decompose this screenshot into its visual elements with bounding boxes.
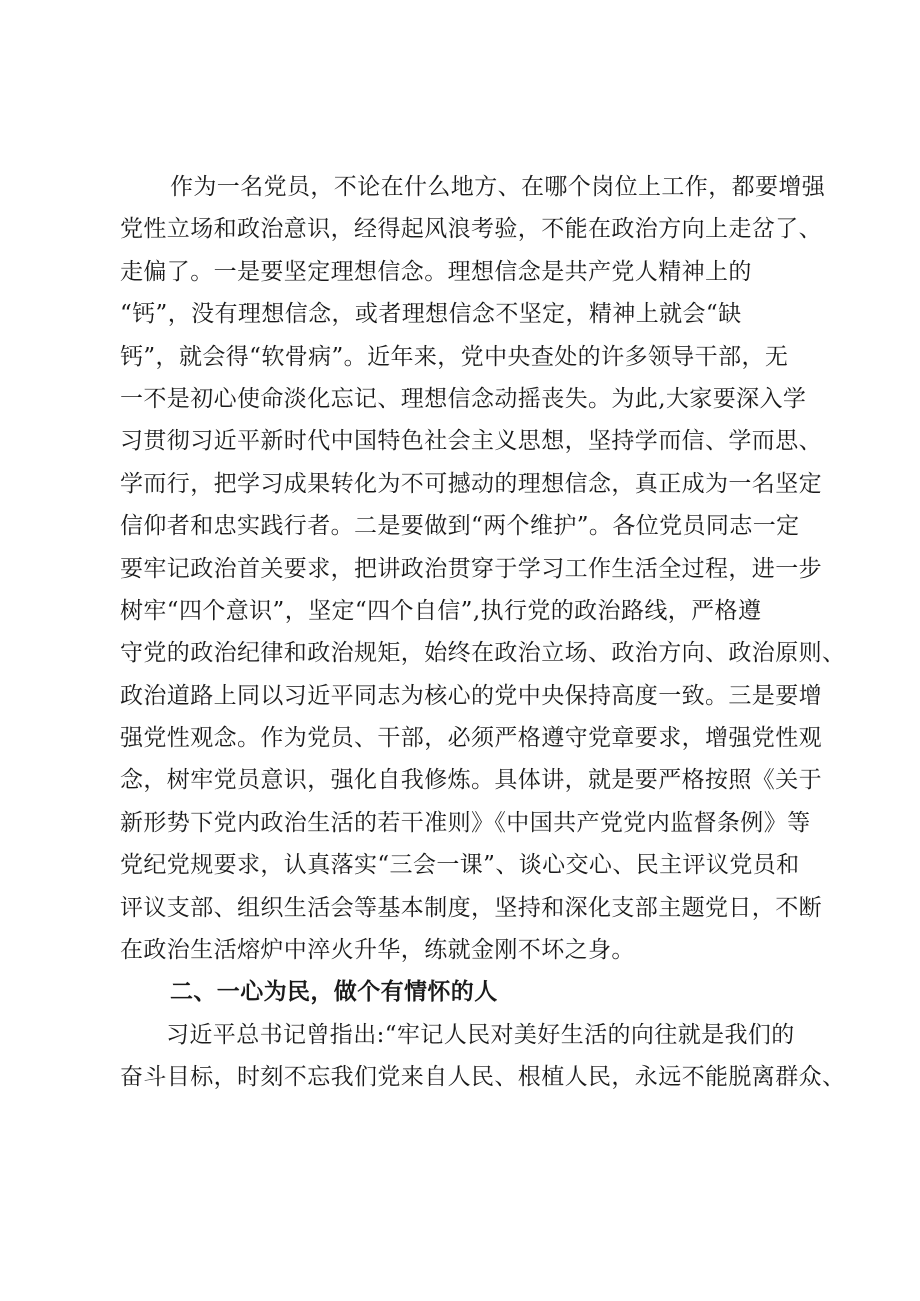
paragraph-line: 习近平总书记曾指出:“牢记人民对美好生活的向往就是我们的 (166, 1021, 795, 1048)
paragraph-line: 要牢记政治首关要求，把讲政治贯穿于学习工作生活全过程，进一步 (120, 555, 822, 582)
paragraph-line: 念，树牢党员意识，强化自我修炼。具体讲，就是要严格按照《关于 (120, 767, 822, 794)
paragraph-line: 政治道路上同以习近平同志为核心的党中央保持高度一致。三是要增 (120, 682, 822, 709)
paragraph-line: 钙”，就会得“软骨病”。近年来，党中央查处的许多领导干部，无 (120, 343, 789, 370)
section-heading: 二、一心为民，做个有情怀的人 (170, 978, 498, 1006)
paragraph-line: 一不是初心使命淡化忘记、理想信念动摇丧失。为此,大家要深入学 (120, 385, 807, 412)
paragraph-line: 信仰者和忠实践行者。二是要做到“两个维护”。各位党员同志一定 (120, 513, 800, 540)
paragraph-line: “钙”，没有理想信念，或者理想信念不坚定，精神上就会“缺 (120, 301, 742, 328)
paragraph-line: 党性立场和政治意识，经得起风浪考验，不能在政治方向上走岔了、 (120, 216, 822, 243)
paragraph-line: 党纪党规要求，认真落实“三会一课”、谈心交心、民主评议党员和 (120, 852, 800, 879)
paragraph-line: 强党性观念。作为党员、干部，必须严格遵守党章要求，增强党性观 (120, 725, 822, 752)
paragraph-line: 评议支部、组织生活会等基本制度，坚持和深化支部主题党日，不断 (120, 894, 822, 921)
document-body (120, 166, 846, 1099)
paragraph-line: 新形势下党内政治生活的若干准则》《中国共产党党内监督条例》等 (120, 809, 811, 836)
paragraph-line: 树牢“四个意识”，坚定“四个自信”,执行党的政治路线，严格遵 (120, 597, 762, 624)
paragraph-line: 习贯彻习近平新时代中国特色社会主义思想，坚持学而信、学而思、 (120, 428, 822, 455)
paragraph-line: 学而行，把学习成果转化为不可撼动的理想信念，真正成为一名坚定 (120, 470, 822, 497)
paragraph-line: 在政治生活熔炉中淬火升华，练就金刚不坏之身。 (120, 937, 635, 964)
paragraph-line: 走偏了。一是要坚定理想信念。理想信念是共产党人精神上的 (120, 258, 752, 285)
paragraph-line: 守党的政治纪律和政治规矩，始终在政治立场、政治方向、政治原则、 (120, 640, 846, 667)
paragraph-line: 作为一名党员，不论在什么地方、在哪个岗位上工作，都要增强 (170, 174, 826, 200)
paragraph-line: 奋斗目标，时刻不忘我们党来自人民、根植人民，永远不能脱离群众、 (120, 1064, 846, 1091)
